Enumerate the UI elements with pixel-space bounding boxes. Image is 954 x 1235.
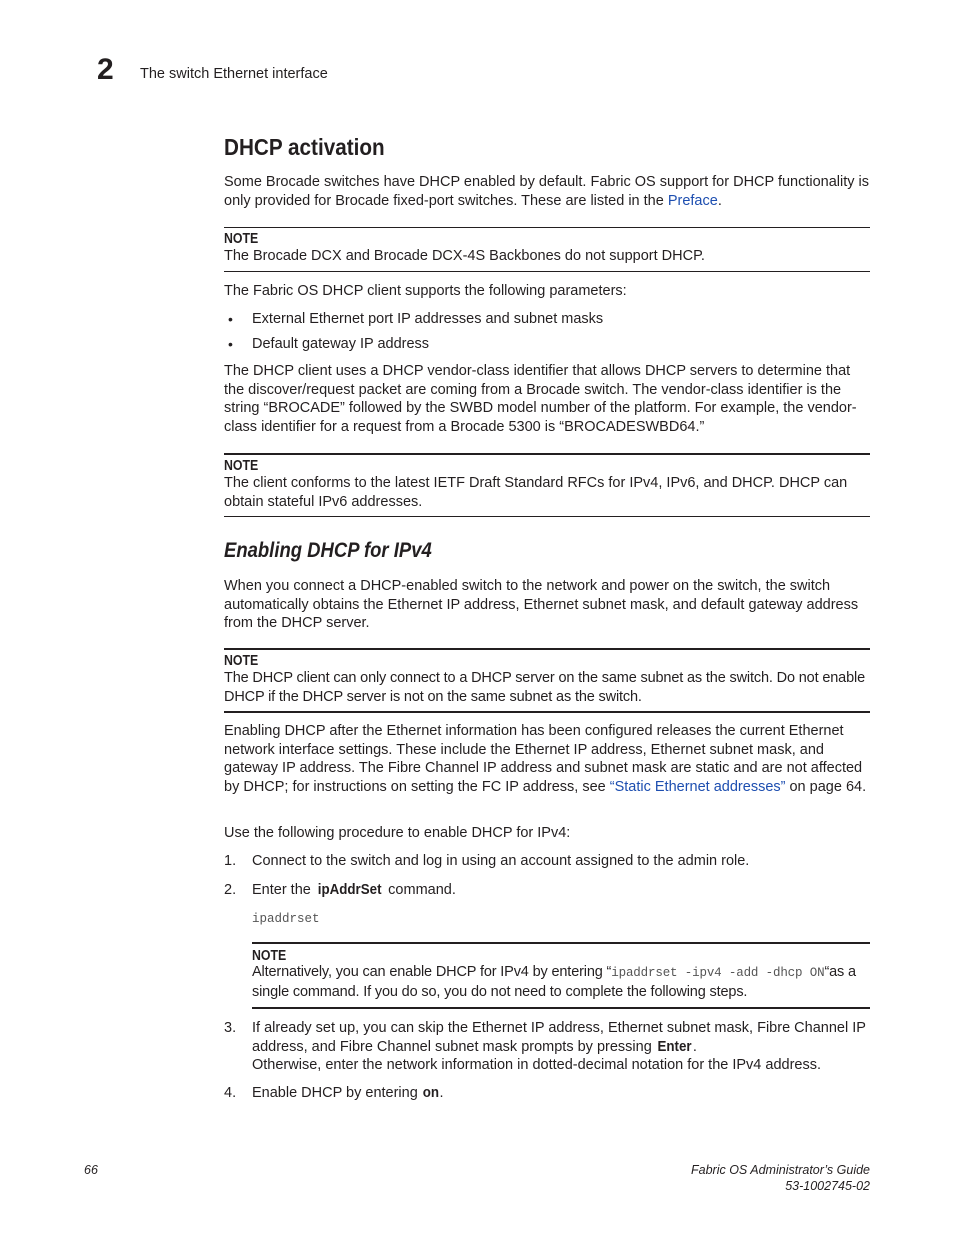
code-example: ipaddrset <box>252 912 320 926</box>
step-text: Enter the ipAddrSet command. <box>252 882 456 898</box>
list-item: Default gateway IP address <box>252 336 430 352</box>
note-rule-bottom <box>252 1007 870 1009</box>
note-text: Alternatively, you can enable DHCP for IPv4 by entering “ipaddrset -ipv4 -add -dhcp ON“as a single command. If you do so, you do not need to complete the following steps. <box>252 964 856 1000</box>
value-name: on <box>422 1085 439 1101</box>
enabling-paragraph: Enabling DHCP after the Ethernet information has been configured releases the current Ethernet network interface settings. These include the Ethernet IP address, Ethernet subnet mask, and gateway IP address. The Fibre Channel IP address and subnet mask are static and are not affected by DHCP; for instructions on setting the FC IP address, see “Static Ethernet addresses” on page 64. <box>224 723 867 795</box>
list-item: External Ethernet port IP addresses and subnet masks <box>252 311 604 327</box>
chapter-title: The switch Ethernet interface <box>140 66 328 82</box>
step-number: 3. <box>224 1020 237 1036</box>
note-text: The Brocade DCX and Brocade DCX-4S Backbones do not support DHCP. <box>224 248 705 264</box>
step-text: Enable DHCP by entering on. <box>252 1085 444 1101</box>
step-text: Connect to the switch and log in using an account assigned to the admin role. <box>252 853 750 869</box>
intro-paragraph: Some Brocade switches have DHCP enabled by default. Fabric OS support for DHCP functionality is only provided for Brocade fixed-port switches. These are listed in the Preface. <box>224 174 870 209</box>
note-label: NOTE <box>224 231 259 247</box>
step-number: 4. <box>224 1085 237 1101</box>
note-rule-bottom <box>224 516 870 517</box>
preface-link[interactable]: Preface <box>667 192 718 209</box>
bullet: • <box>228 311 233 327</box>
vendor-paragraph: The DHCP client uses a DHCP vendor-class identifier that allows DHCP servers to determine that the discover/request packet are coming from a Brocade switch. The vendor-class identifier is the string “BROCADE” followed by the SWBD model number of the platform. For example, the vendor-class identifier for a request from a Brocade 5300 is “BROCADESWBD64.” <box>224 363 857 435</box>
key-name: Enter <box>657 1038 692 1055</box>
step-number: 2. <box>224 882 237 898</box>
params-intro: The Fabric OS DHCP client supports the following parameters: <box>224 283 627 299</box>
page-number: 66 <box>84 1163 98 1177</box>
bullet: • <box>228 336 233 352</box>
note-rule-top <box>224 227 870 228</box>
command-name: ipAddrSet <box>317 882 382 898</box>
step-text: If already set up, you can skip the Ethernet IP address, Ethernet subnet mask, Fibre Channel IP address, and Fibre Channel subnet mask prompts by pressing Enter. Otherwise, enter the network information in dotted-decimal notation for the IPv4 address. <box>252 1020 866 1074</box>
inline-code: ipaddrset -ipv4 -add -dhcp ON <box>611 966 825 980</box>
procedure-intro: Use the following procedure to enable DHCP for IPv4: <box>224 825 571 841</box>
guide-title: Fabric OS Administrator’s Guide <box>691 1163 870 1177</box>
note-label: NOTE <box>224 653 259 669</box>
static-ethernet-link[interactable]: “Static Ethernet addresses” <box>609 778 786 795</box>
note-rule-top <box>252 942 870 944</box>
note-rule-top <box>224 648 870 650</box>
subsection-intro: When you connect a DHCP-enabled switch to the network and power on the switch, the switch automatically obtains the Ethernet IP address, Ethernet subnet mask, and default gateway address from the DHCP server. <box>224 578 859 632</box>
section-title: DHCP activation <box>224 134 385 160</box>
note-rule-bottom <box>224 271 870 272</box>
doc-number: 53-1002745-02 <box>785 1179 870 1193</box>
step-number: 1. <box>224 853 237 869</box>
note-label: NOTE <box>224 458 259 474</box>
note-rule-top <box>224 453 870 455</box>
subsection-title: Enabling DHCP for IPv4 <box>224 539 432 562</box>
note-label: NOTE <box>252 948 287 964</box>
chapter-number: 2 <box>97 53 114 86</box>
note-text: The DHCP client can only connect to a DHCP server on the same subnet as the switch. Do not enable DHCP if the DHCP server is not on the same subnet as the switch. <box>224 670 865 705</box>
note-rule-bottom <box>224 711 870 713</box>
note-text: The client conforms to the latest IETF Draft Standard RFCs for IPv4, IPv6, and DHCP. DHCP can obtain stateful IPv6 addresses. <box>224 475 848 510</box>
